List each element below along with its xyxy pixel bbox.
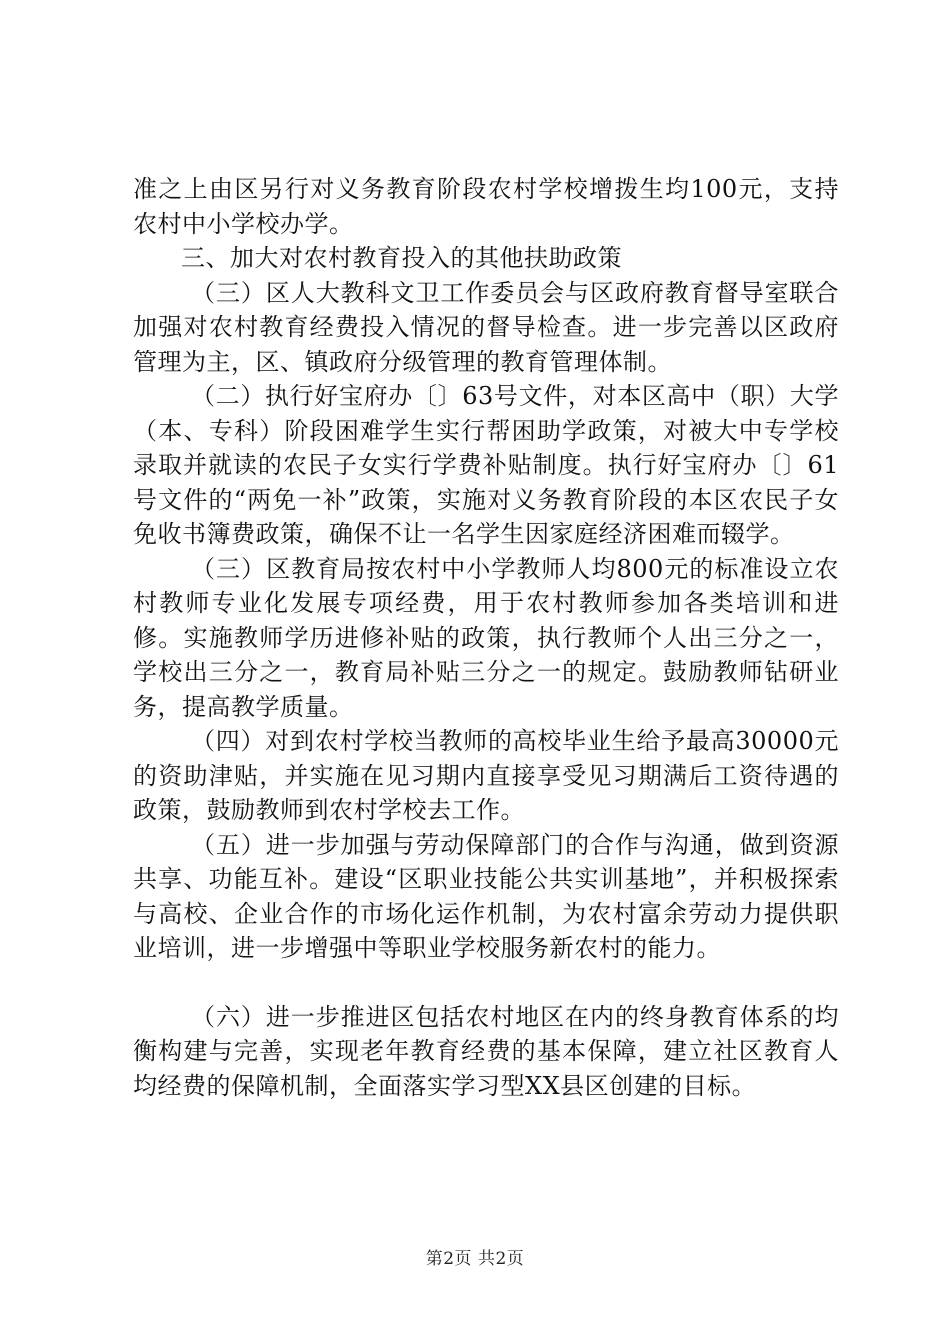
paragraph-item-5: （五）进一步加强与劳动保障部门的合作与沟通，做到资源共享、功能互补。建设“区职业技能公共实训基地”，并积极探索与高校、企业合作的市场化运作机制，为农村富余劳动力提供职业培训，进一步增强中等职业学校服务新农村的能力。: [133, 830, 839, 962]
paragraph-item-2: （二）执行好宝府办〔〕63号文件，对本区高中（职）大学（本、专科）阶段困难学生实行帮困助学政策，对被大中专学校录取并就读的农民子女实行学费补贴制度。执行好宝府办〔〕61号文件的“两免一补”政策，实施对义务教育阶段的本区农民子女免收书簿费政策，确保不让一名学生因家庭经济困难而辍学。: [133, 382, 839, 548]
paragraph-item-3a: （三）区人大教科文卫工作委员会与区政府教育督导室联合加强对农村教育经费投入情况的督导检查。进一步完善以区政府管理为主，区、镇政府分级管理的教育管理体制。: [133, 278, 839, 376]
paragraph-item-3b: （三）区教育局按农村中小学教师人均800元的标准设立农村教师专业化发展专项经费，用于农村教师参加各类培训和进修。实施教师学历进修补贴的政策，执行教师个人出三分之一，学校出三分之一，教育局补贴三分之一的规定。鼓励教师钻研业务，提高教学质量。: [133, 554, 839, 721]
paragraph-continuation: 准之上由区另行对义务教育阶段农村学校增拨生均100元，支持农村中小学校办学。: [133, 175, 839, 238]
section-heading: 三、加大对农村教育投入的其他扶助政策: [181, 244, 622, 272]
page-footer: 第2页 共2页: [425, 1249, 525, 1269]
paragraph-item-6: （六）进一步推进区包括农村地区在内的终身教育体系的均衡构建与完善，实现老年教育经费的基本保障，建立社区教育人均经费的保障机制，全面落实学习型XX县区创建的目标。: [133, 1002, 839, 1100]
document-body: [133, 172, 839, 1103]
paragraph-item-4: （四）对到农村学校当教师的高校毕业生给予最高30000元的资助津贴，并实施在见习期内直接享受见习期满后工资待遇的政策，鼓励教师到农村学校去工作。: [133, 727, 839, 824]
